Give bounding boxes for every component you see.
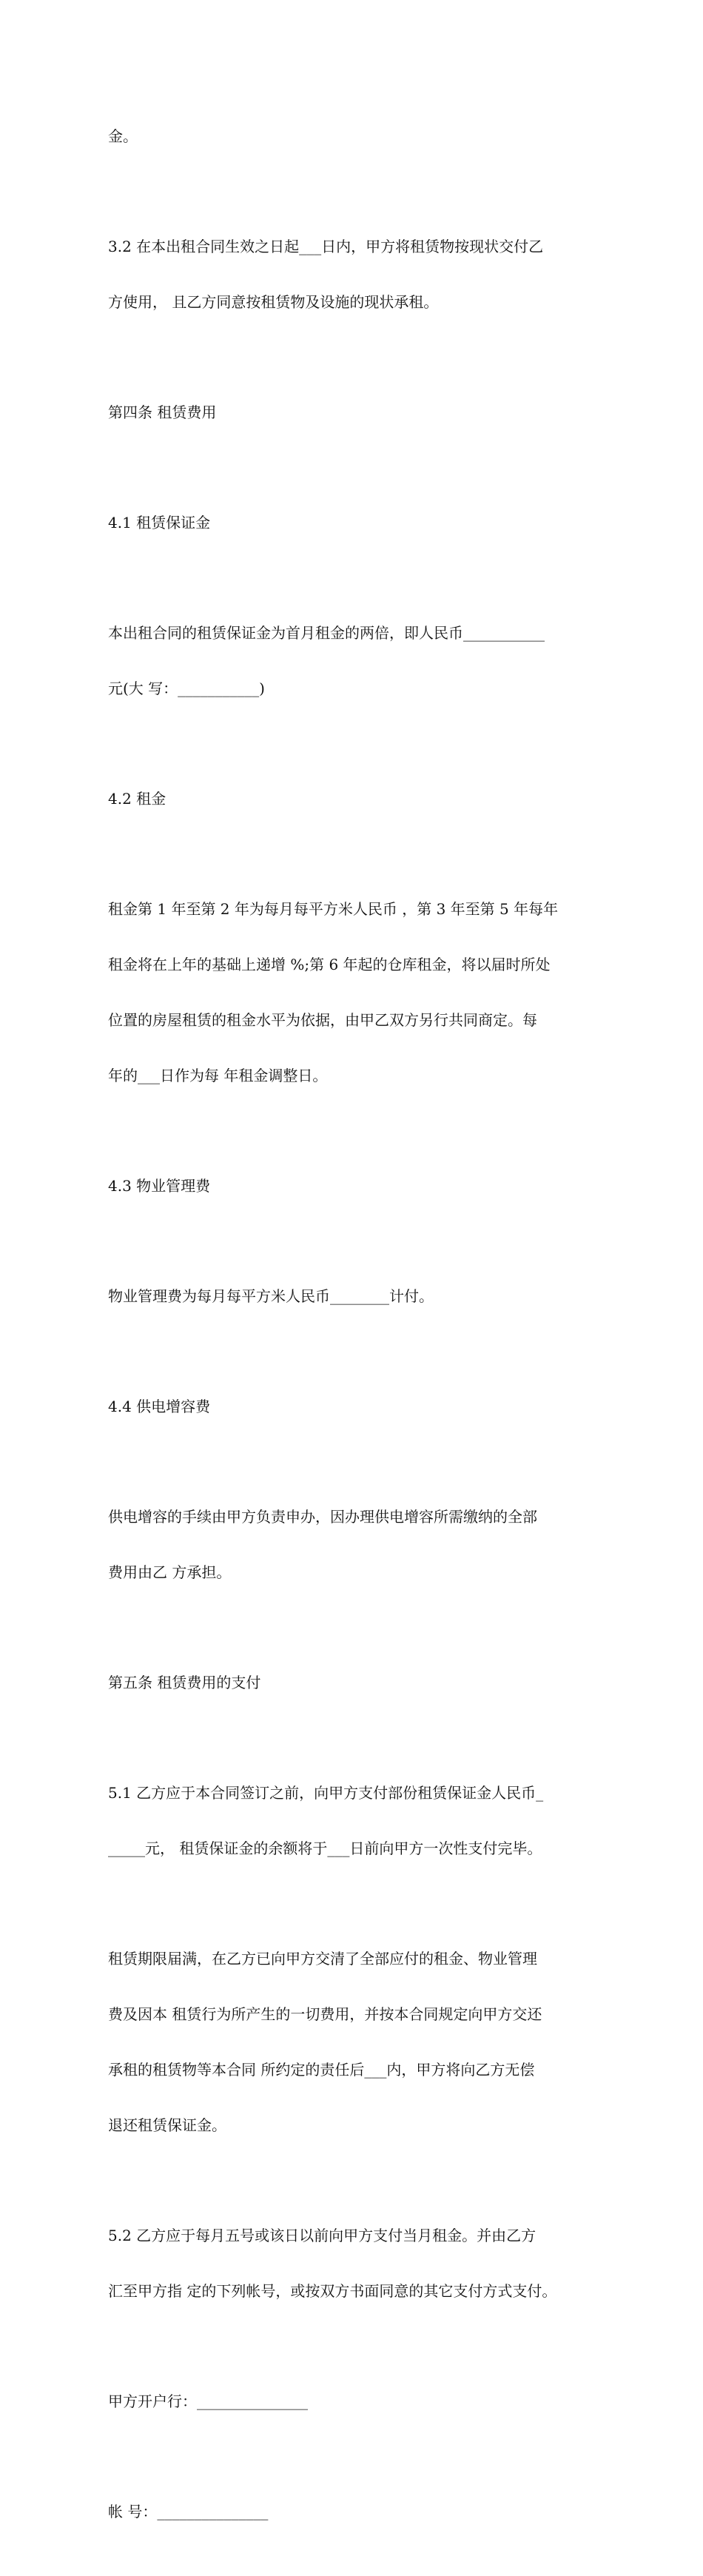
heading-line: 第五条 租赁费用的支付 — [108, 1674, 261, 1691]
text-line: 金。 — [108, 127, 138, 145]
paragraph-deposit-refund — [108, 1913, 604, 2172]
text-line: 帐 号：_______________ — [108, 2503, 269, 2520]
text-line: 物业管理费为每月每平方米人民币________计付。 — [108, 1287, 434, 1305]
document-page — [108, 90, 604, 2576]
text-line: 费及因本 租赁行为所产生的一切费用，并按本合同规定向甲方交还 — [108, 2005, 542, 2023]
heading-line: 4.3 物业管理费 — [108, 1177, 211, 1195]
text-line: 承租的租赁物等本合同 所约定的责任后___内，甲方将向乙方无偿 — [108, 2061, 535, 2079]
subheading-4-4 — [108, 1361, 604, 1453]
text-line: 年的___日作为每 年租金调整日。 — [108, 1067, 328, 1084]
paragraph-5-2 — [108, 2190, 604, 2338]
text-line: 租赁期限届满，在乙方已向甲方交清了全部应付的租金、物业管理 — [108, 1950, 537, 1968]
bank-name-field — [108, 2355, 604, 2448]
text-line: 本出租合同的租赁保证金为首月租金的两倍，即人民币___________ — [108, 624, 545, 642]
text-line: 租金将在上年的基础上递增 %;第 6 年起的仓库租金，将以届时所处 — [108, 956, 551, 973]
heading-line: 4.2 租金 — [108, 790, 166, 808]
text-line: 租金第 1 年至第 2 年为每月每平方米人民币 ，第 3 年至第 5 年每年 — [108, 900, 559, 918]
text-line: 费用由乙 方承担。 — [108, 1563, 232, 1581]
subheading-4-2 — [108, 753, 604, 845]
text-line: _____元， 租赁保证金的余额将于___日前向甲方一次性支付完毕。 — [108, 1839, 542, 1857]
text-line: 甲方开户行：_______________ — [108, 2392, 308, 2410]
paragraph-deposit — [108, 587, 604, 735]
paragraph-3-2 — [108, 201, 604, 349]
paragraph-management-fee — [108, 1250, 604, 1343]
paragraph-rent — [108, 863, 604, 1122]
text-line: 退还租赁保证金。 — [108, 2116, 226, 2134]
paragraph-5-1 — [108, 1747, 604, 1895]
subheading-4-1 — [108, 477, 604, 569]
text-line: 方使用， 且乙方同意按租赁物及设施的现状承租。 — [108, 293, 439, 311]
text-line: 供电增容的手续由甲方负责申办，因办理供电增容所需缴纳的全部 — [108, 1508, 537, 1526]
heading-line: 4.1 租赁保证金 — [108, 514, 211, 531]
paragraph-1 — [108, 90, 604, 183]
text-line: 5.1 乙方应于本合同签订之前，向甲方支付部份租赁保证金人民币_ — [108, 1784, 544, 1802]
section-heading-4 — [108, 366, 604, 459]
text-line: 5.2 乙方应于每月五号或该日以前向甲方支付当月租金。并由乙方 — [108, 2227, 536, 2244]
text-line: 3.2 在本出租合同生效之日起___日内，甲方将租赁物按现状交付乙 — [108, 238, 544, 255]
text-line: 位置的房屋租赁的租金水平为依据，由甲乙双方另行共同商定。每 — [108, 1011, 537, 1029]
text-line: 元(大 写：___________) — [108, 680, 265, 697]
account-number-field — [108, 2466, 604, 2558]
heading-line: 4.4 供电增容费 — [108, 1398, 211, 1415]
subheading-4-3 — [108, 1140, 604, 1232]
paragraph-power-capacity — [108, 1471, 604, 1619]
heading-line: 第四条 租赁费用 — [108, 403, 217, 421]
text-line: 汇至甲方指 定的下列帐号，或按双方书面同意的其它支付方式支付。 — [108, 2282, 557, 2300]
section-heading-5 — [108, 1637, 604, 1729]
